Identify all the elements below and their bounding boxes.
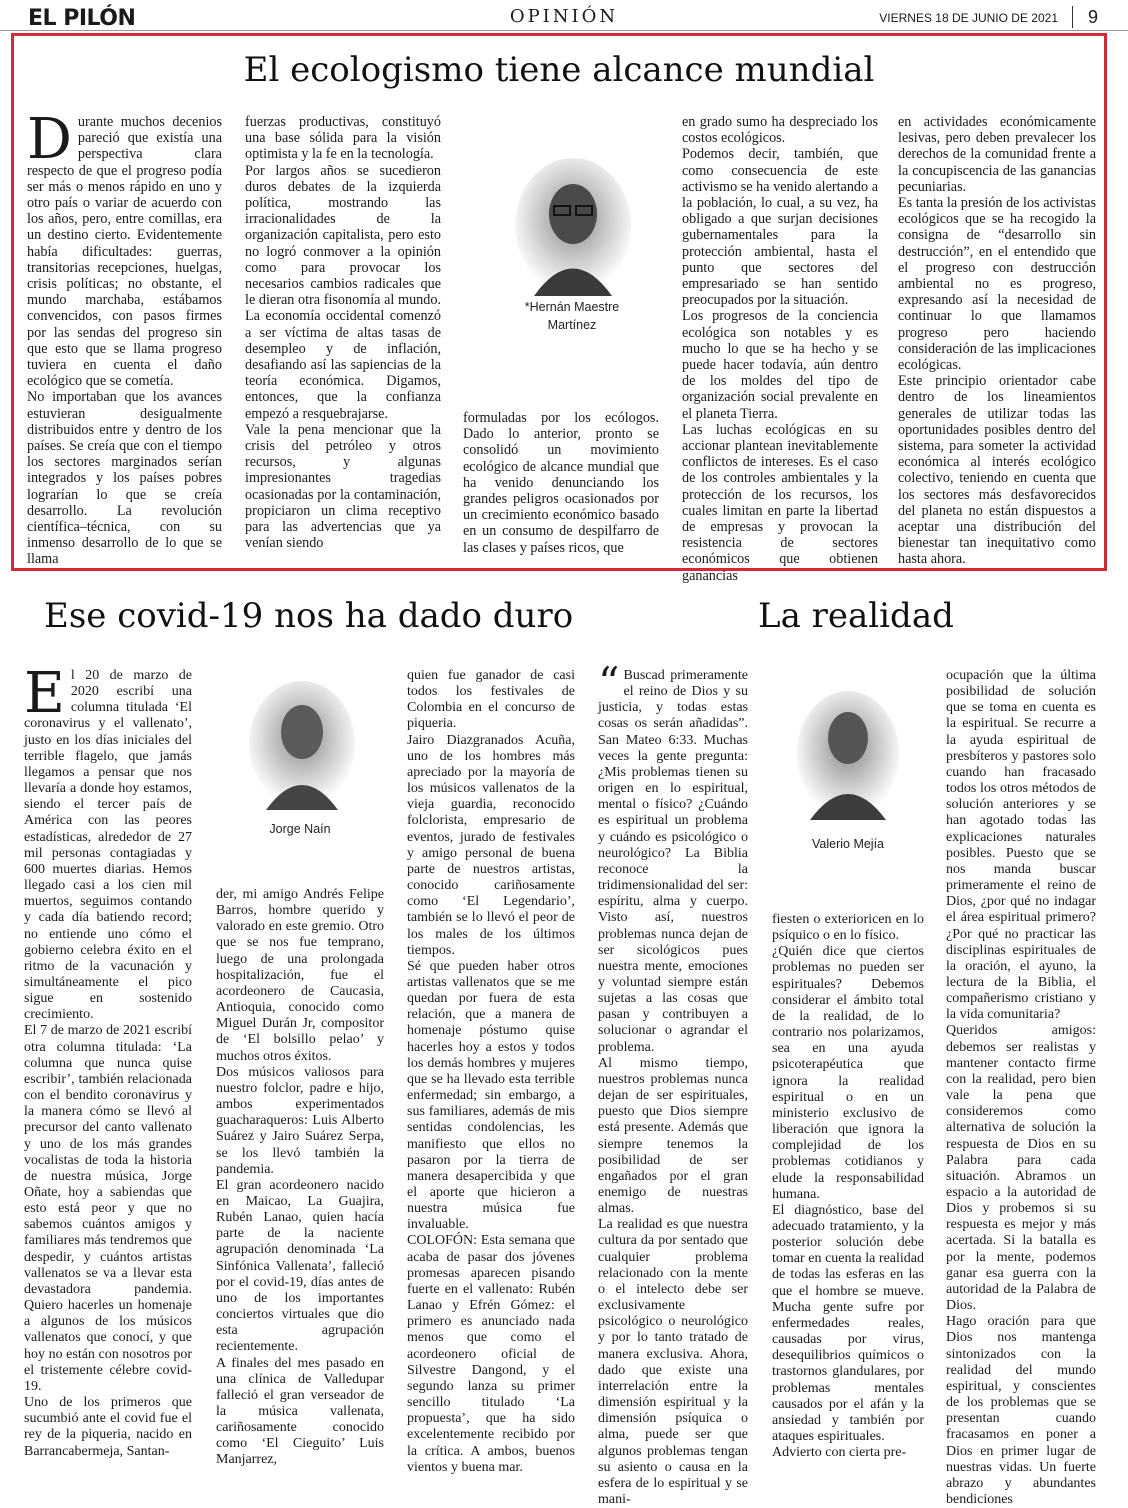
article-title: Ese covid-19 nos ha dado duro [44,596,574,636]
paragraph: Es tanta la presión de los activistas ecológicos que se ha recogido la consigna de “desarrollo sin destrucción”, en el entendido que el progreso con destrucción ambiental no es progreso, expresando así la necesidad de continuar lo que llamamos progreso pero haciendo consideración de las implicaciones ecológicas. [898,195,1096,374]
article-column-3 [463,410,659,556]
paragraph: No importaban que los avances estuvieran desigualmente distribuidos entre y dentro de los países. Se creía que con el tiempo los sectores marginados serían integrados y los países pobres lograrían lo que se creía desarrollo. La revolución científica–técnica, con su inmenso desarrollo de lo que se llama [27,389,222,568]
paragraph: Los progresos de la conciencia ecológica son notables y es mucho lo que se ha hecho y se puede hacer todavía, aún dentro de los moldes del tipo de organización social prevalente en el planeta Tierra. [682,308,878,422]
author-portrait [248,680,356,810]
quote-mark: “ [598,658,620,707]
article-column-3 [407,668,575,1476]
paragraph: quien fue ganador de casi todos los festivales de Colombia en el concurso de piqueria. [407,668,575,732]
paragraph: El diagnóstico, base del adecuado tratamiento, y la posterior solución debe tomar en cuenta la realidad de todas las esferas en las que el hombre se mueve. Mucha gente sufre por enfermedades reales, causadas por virus, desequilibrios químicos o trastornos glandulares, por problemas mentales causados por el afán y la ansiedad y también por ataques espirituales. [772,1202,924,1444]
divider [1072,6,1073,28]
paragraph: Sé que pueden haber otros artistas vallenatos que se me quedan por fuera de esta relación, que a manera de homenaje póstumo quise hacerles hoy a estos y todos los demás hombres y mujeres que se ha llevado esta terrible enfermedad; sin embargo, a sus familiares, además de mis sentidas condolencias, les manifiesto que ellos no pasaron por la tierra de manera desapercibida y que el aporte que hicieron a nuestra música fue invaluable. [407,958,575,1233]
article-column-2 [772,912,924,1461]
article-title: La realidad [758,596,954,636]
paragraph: A finales del mes pasado en una clínica de Valledupar falleció el gran verseador de la música vallenata, cariñosamente conocido como ‘El Cieguito’ Luis Manjarrez, [216,1355,384,1468]
paragraph: Uno de los primeros que sucumbió ante el covid fue el rey de la piqueria, nacido en Barrancabermeja, Santan- [24,1395,192,1459]
issue-date: VIERNES 18 DE JUNIO DE 2021 [879,11,1058,25]
paragraph: Las luchas ecológicas en su accionar plantean inevitablemente conflictos de intereses. Es el caso de los controles ambientales y la protección de los recursos, los cuales limitan en parte la libertad de empresas y provocan la resistencia de sectores económicos que obtienen ganancias [682,421,878,584]
paragraph: Vale la pena mencionar que la crisis del petróleo y otros recursos, y algunas impresionantes tragedias ocasionadas por la contaminación, propiciaron un clima receptivo para las advertencias que ya venían siendo [245,421,441,552]
paragraph: Este principio orientador cabe dentro de los lineamientos generales de utilizar todas las oportunidades posibles dentro del sistema, para someter la actividad económica al interés ecológico colectivo, teniendo en cuenta que los sectores más desfavorecidos del planeta no están dispuestos a aceptar una distribución del bienestar tan inequitativo como hasta ahora. [898,373,1096,568]
paragraph: Dos músicos valiosos para nuestro folclor, padre e hijo, ambos experimentados guacharaqueros: Luis Alberto Suárez y Jairo Suárez Serpa, se los llevó también la pandemia. [216,1064,384,1177]
paragraph: fuerzas productivas, constituyó una base sólida para la visión optimista y la fe en la tecnología. [245,114,441,163]
author-portrait [514,156,632,296]
article-column-1 [27,107,222,568]
paragraph: Jairo Diazgranados Acuña, uno de los hombres más apreciado por la mayoría de los músicos vallenatos de la vieja guardia, reconocido folclorista, empresario de eventos, jurado de festivales y amigo personal de buena parte de nuestros artistas, conocido cariñosamente como ‘El Legendario’, también se lo llevó el peor de los males de los últimos tiempos. [407,732,575,958]
author-byline: Valerio Mejía [811,837,885,851]
author-byline: *Hernán Maestre Martínez [524,300,620,332]
paragraph: der, mi amigo Andrés Felipe Barros, hombre querido y valorado en este gremio. Otro que se nos fue tempranо, luego de una prolongada hospitalización, fue el acordeonero de Caucasia, Antioquia, conocido como Miguel Durán Jr, compositor de ‘El bolsillo pelao’ y muchos otros éxitos. [216,887,384,1064]
paragraph: El 7 de marzo de 2021 escribí otra columna titulada: ‘La columna que nunca quise escribir’, también relacionada con el bendito coronavirus y la manera cómo se llevó al precursor del canto vallenato y uno de los más grandes vocalistas de toda la historia de nuestra música, Jorge Oñate, hoy a sabiendas que esto está peor y que no sabemos cuántos amigos y familiares más tendremos que despedir, y cuántos artistas vallenatos se va a llevar esta devastadora pandemia. Quiero hacerles un homenaje a algunos de los músicos vallenatos que conocí, y que hoy no están con nosotros por el tristemente célebre covid-19. [24,1023,192,1394]
paragraph: en actividades económicamente lesivas, pero deben prevalecer los derechos de la comunidad frente a la concupiscencia de las ganancias pecuniarias. [898,114,1096,195]
author-portrait [796,690,900,820]
paragraph: Al mismo tiempo, nuestros problemas nunca dejan de ser espirituales, puesto que Dios siempre está presente. Además que siempre tenemos la posibilidad de ser engañados por el gran enemigo de nuestras almas. [598,1055,748,1217]
page-number: 9 [1087,7,1098,27]
article-column-5 [898,114,1096,568]
newspaper-logo: EL PILÓN [28,6,136,31]
article-column-4 [682,114,878,584]
paragraph: formuladas por los ecólogos. Dado lo anterior, pronto se consolidó un movimiento ecológico de alcance mundial que ha venido denunciando los grandes peligros ocasionados por un crecimiento económico basado en un consumo de despilfarro de las clases y países ricos, que [463,410,659,556]
article-column-1 [598,658,748,1508]
paragraph: l 20 de marzo de 2020 escribí una columna titulada ‘El coronavirus y el vallenato’, justo en los días iniciales del terrible flagelo, que jamás llegamos a pensar que nos llevaría a donde hoy estamos, siendo el tercer país de América con las peores estadísticas, alrededor de 27 mil personas contagiadas y 600 muertes diarias. Hemos llegado casi a los cien mil muertos, seguimos contando y cada día batiendo record; no entiende uno cómo el gobierno celebra éxito en el ritmo de la vacunación y simultáneamente el pico sigue en sostenido crecimiento. [24,668,192,1023]
paragraph: Por largos años se sucedieron duros debates de la izquierda política, mostrando las irracionalidades de la organización capitalista, pero esto no logró conmover a la opinión como para provocar los necesarios cambios radicales que le dieran otra fisonomía al mundo. La economía occidental comenzó a ser víctima de altas tasas de desempleo y de inflación, desafiando así las sapiencias de la teoría económica. Digamos, entonces, que la confianza empezó a resquebrajarse. [245,162,441,422]
paragraph: La realidad es que nuestra cultura da por sentado que cualquier problema relacionado con la mente o el intelecto debe ser exclusivamente psicológico o neurológico y por lo tanto tratado de manera exclusiva. Ahora, dado que existe una interrelación entre la dimensión espiritual y la dimensión psíquica o alma, puede ser que algunos problemas tengan su asiento o causa en la esfera de lo espiritual y se mani- [598,1217,748,1507]
paragraph: Hago oración para que Dios nos mantenga sintonizados con la realidad del mundo espiritual, y conscientes de los problemas que se presentan cuando fracasamos en poner a Dios en primer lugar de nuestras vidas. Un fuerte abrazo y abundantes bendiciones [946,1314,1096,1507]
paragraph: El gran acordeonero nacido en Maicao, La Guajira, Rubén Lanao, quien hacía parte de la naciente agrupación denominada ‘La Sinfónica Vallenata’, falleció por el covid-19, días antes de uno de los importantes conciertos virtuales que dio esta agrupación recientemente. [216,1177,384,1355]
paragraph: COLOFÓN: Esta semana que acaba de pasar dos jóvenes promesas aparecen pisando fuerte en el vallenato: Rubén Lanao y Efrén Gómez: el primero es anunciado nada menos que como el acordeonero oficial de Silvestre Dangond, y el segundo lanza su primer sencillo titulado ‘La propuesta’, que ha sido excelentemente recibido por la crítica. A ambos, buenos vientos y buena mar. [407,1233,575,1475]
article-column-1 [24,661,192,1460]
paragraph: fiesten o exterioricen en lo psíquico o en lo físico. [772,912,924,944]
paragraph: Advierto con cierta pre- [772,1445,907,1461]
paragraph: ocupación que la última posibilidad de solución que se toma en cuenta es la espiritual. Se recurre a la ayuda espiritual de presbíteros y pastores solo cuando han fracasado todos los otros métodos de solución anteriores y se han agotado todas las explicaciones naturales posibles. Puesto que se nos manda buscar primeramente el reino de Dios, ¿por qué no indagar el área espiritual primero? ¿Por qué no practicar las disciplinas espirituales de la oración, el ayuno, la lectura de la Biblia, el compañerismo cristiano y la vida comunitaria? [946,668,1096,1023]
author-byline: Jorge Naín [269,822,331,836]
article-ecologismo [11,33,1107,584]
article-column-2 [216,887,384,1469]
article-column-3 [946,668,1096,1508]
section-title: OPINIÓN [509,6,619,27]
masthead [0,0,1128,31]
paragraph: en grado sumo ha despreciado los costos ecológicos. [682,114,878,147]
paragraph: Queridos amigos: debemos ser realistas y mantener contacto firme con la realidad, pero bien vale la pena que consideremos como alternativa de solución la respuesta de Dios en su Palabra para cada situación. Abramos un espacio a la autoridad de Dios y probemos si su respuesta es mejor y más acertada. Si la batalla es por la mente, podemos ganar esa guerra con la autoridad de la Palabra de Dios. [946,1023,1096,1314]
paragraph: urante muchos decenios pareció que existía una perspectiva clara respecto de que el progreso podía ser más o menos rápido en uno y otro país o variar de acuerdo con los años, pero, entre comillas, era un destino cierto. Evidentemente había dificultades: guerras, transitorias recepciones, huelgas, crisis políticas; no obstante, el mundo marchaba, estábamos convencidos, con pasos firmes por las sendas del progreso sin que esto que se llama progreso tuviera en cuenta el daño ecológico que se cometía. [27,114,222,390]
article-title: El ecologismo tiene alcance mundial [243,50,875,90]
paragraph: Podemos decir, también, que como consecuencia de este activismo se ha venido alertando a la población, lo cual, a su vez, ha obligado a que surjan decisiones gubernamentales para la protección ambiental, hasta el punto que sectores del empresariado se han sentido preocupados por la situación. [682,146,878,309]
drop-cap: E [24,661,65,726]
paragraph: ¿Quién dice que ciertos problemas no pueden ser espirituales? Debemos considerar el ámbito total de la realidad, de lo contrario nos polarizamos, sea en una ayuda psicoterapéutica que ignora la realidad espiritual o en un ministerio exclusivo de liberación que ignora la complejidad de los problemas cotidianos y elude la responsabilidad humana. [772,944,924,1202]
paragraph: Buscad primeramente el reino de Dios y su justicia, y todas estas cosas os serán añadidas”. San Mateo 6:33. Muchas veces la gente pregunta: ¿Mis problemas tienen su origen en lo espiritual, mental o físico? ¿Cuándo es espiritual un problema y cuándo es psicológico o neurológico? La Biblia reconoce la tridimensionalidad del ser: espíritu, alma y cuerpo. Visto así, nuestros problemas nunca dejan de ser sicológicos pues nuestra mente, emociones y voluntad siempre están sujetas a las cosas que pasan y contribuyen a solucionar o agrandar el problema. [598,668,748,1055]
article-column-2 [245,114,441,551]
drop-cap: D [27,107,72,172]
